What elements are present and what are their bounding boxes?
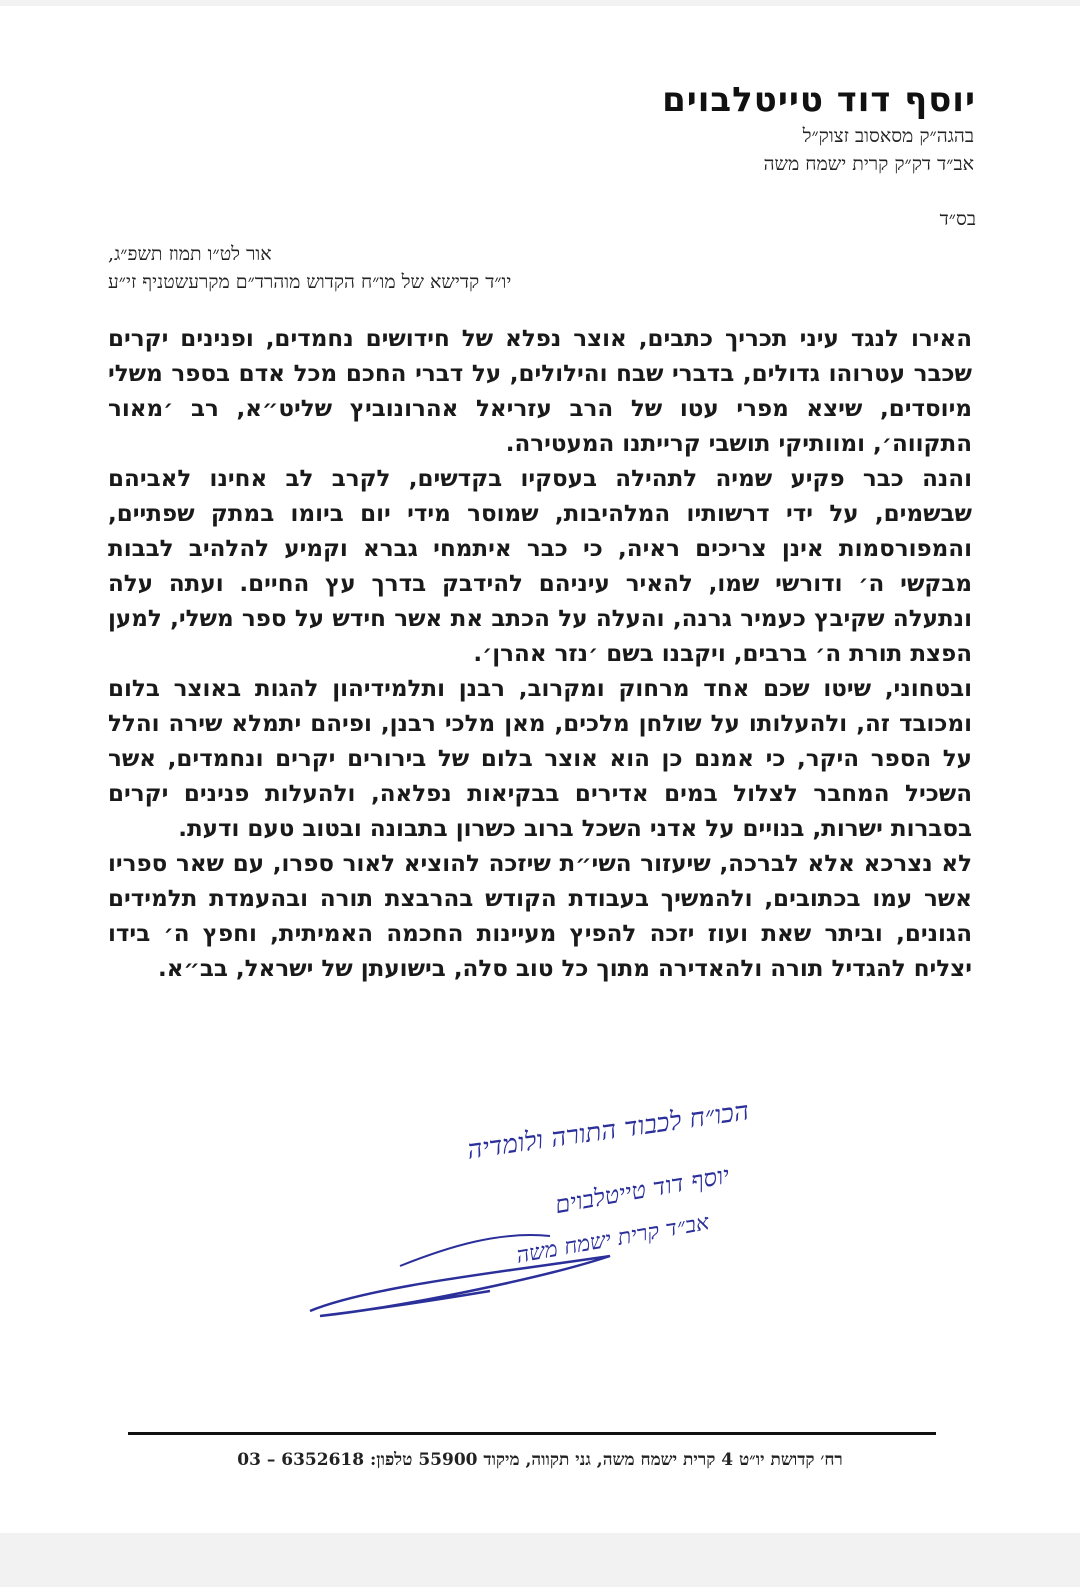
letter-page [0,6,1080,1533]
date-block [108,240,668,296]
date-occasion-line: יו״ד קדישא של מו״ח הקדוש מוהרד״ם מקרעשטניף זי״ע [108,271,512,293]
letterhead [662,78,976,178]
body-paragraph: האירו לנגד עיני תכריך כתבים, אוצר נפלא של חידושים נחמדים, ופנינים יקרים שכבר עטרוהו גדולים, בדברי שבח והילולים, על דברי החכם מכל אדם בספר משלי מיוסדים, שיצא מפרי עטו של הרב עזריאל אהרונוביץ שליט״א, רב ׳מאור התקווה׳, ומוותיקי תושבי קרייתנו המעטירה. [108,326,972,457]
letterhead-name: יוסף דוד טייטלבוים [662,80,976,120]
signature-flourish-icon [250,1106,790,1326]
signature-name: יוסף דוד טייטלבוים [552,1160,732,1220]
letterhead-position: אב״ד דק״ק קרית ישמח משה [763,153,974,175]
bsd-mark: בס״ד [939,208,976,230]
letter-body [108,322,972,987]
body-paragraph: לא נצרכא אלא לברכה, שיעזור השי״ת שיזכה להוציא לאור ספרו, עם שאר ספריו אשר עמו בכתובים, ולהמשיך בעבודת הקודש בהרבצת תורה ובהעמדת תלמידים הגונים, וביתר שאת ועוז יזכה להפיץ מעיינות החכמה האמיתית, וחפץ ה׳ בידו יצליח להגדיל תורה ולהאדירה מתוך כל טוב סלה, בישועתן של ישראל, בב״א. [108,851,972,982]
signature-title: אב״ד קרית ישמח משה [514,1210,711,1269]
footer-divider [128,1432,936,1435]
handwritten-signature [250,1096,790,1326]
signature-line-1: הכו״ח לכבוד התורה ולומדיה [465,1096,751,1166]
date-line: אור לט״ו תמוז תשפ״ג, [108,243,272,265]
body-paragraph: והנה כבר פקיע שמיה לתהילה בעסקיו בקדשים, לקרב לב אחינו לאביהם שבשמים, על ידי דרשותיו המלהיבות, שמוסר מידי יום ביומו במתק שפתיים, והמפורסמות אינן צריכים ראיה, כי כבר איתמחי גברא וקמיע להלהיב לבבות מבקשי ה׳ ודורשי שמו, להאיר עיניהם להידבק בדרך עץ החיים. ועתה עלה ונתעלה שקיבץ כעמיר גרנה, והעלה על הכתב את אשר חידש על ספר משלי, למען הפצת תורת ה׳ ברבים, ויקבנו בשם ׳נזר אהרן׳. [108,466,972,667]
footer-address: רח׳ קדושת יו״ט 4 קרית ישמח משה, גני תקווה, מיקוד 55900 טלפון: 6352618 – 03 [237,1450,843,1470]
letterhead-lineage: בהגה״ק מסאסוב זצוק״ל [802,125,974,147]
body-paragraph: ובטחוני, שיטו שכם אחד מרחוק ומקרוב, רבנן ותלמידיהון להגות באוצר בלום ומכובד זה, ולהעלותו על שולחן מלכים, מאן מלכי רבנן, ופיהם יתמלא שירה והלל על הספר היקר, כי אמנם כן הוא אוצר בלום של בירורים יקרים ונחמדים, אשר השכיל המחבר לצלול במים אדירים בבקיאות נפלאה, ולהעלות פנינים יקרים בסברות ישרות, בנויים על אדני השכל ברוב כשרון בתבונה ובטוב טעם ודעת. [108,676,972,842]
